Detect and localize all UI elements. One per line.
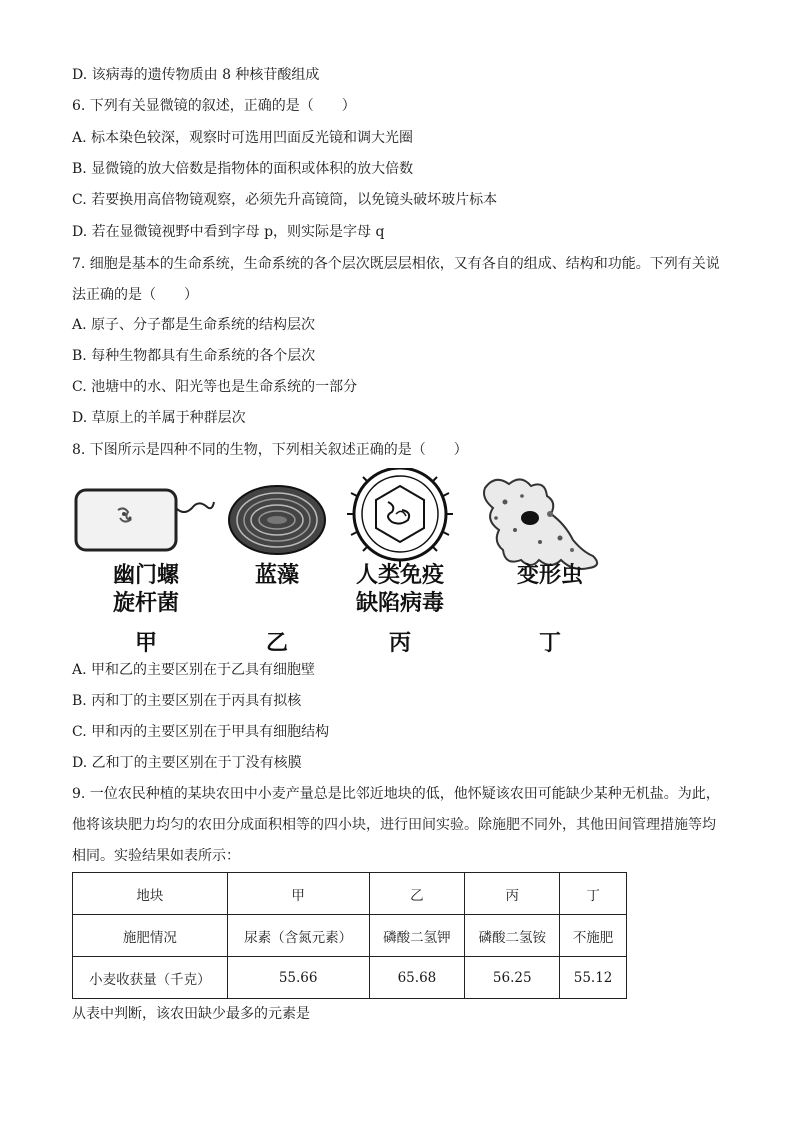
table-cell: 甲 <box>227 873 369 915</box>
table-cell: 乙 <box>369 873 465 915</box>
q6-option-c: C. 若要换用高倍物镜观察，必须先升高镜筒，以免镜头破坏玻片标本 <box>72 192 498 208</box>
caption-bing-line1: 人类免疫 <box>355 563 444 588</box>
q8-option-c: C. 甲和丙的主要区别在于甲具有细胞结构 <box>72 724 330 740</box>
q6-option-d: D. 若在显微镜视野中看到字母 p，则实际是字母 q <box>72 224 385 240</box>
q7-stem-line1: 7. 细胞是基本的生命系统，生命系统的各个层次既层层相依，又有各自的组成、结构和功能。下列有关说 <box>72 256 720 272</box>
caption-jia-line1: 幽门螺 <box>112 563 179 588</box>
q6-option-b: B. 显微镜的放大倍数是指物体的面积或体积的放大倍数 <box>72 161 414 177</box>
q9-stem-line2: 他将该块肥力均匀的农田分成面积相等的四小块，进行田间实验。除施肥不同外，其他田间管理措施等均 <box>72 817 716 833</box>
table-cell: 丁 <box>560 873 627 915</box>
caption-ding <box>500 562 600 590</box>
table-cell: 56.25 <box>465 957 560 999</box>
cyanobacteria-illustration <box>229 486 325 554</box>
q7-option-b: B. 每种生物都具有生命系统的各个层次 <box>72 348 316 364</box>
caption-bing-line2: 缺陷病毒 <box>355 591 444 616</box>
table-row <box>73 915 627 957</box>
table-cell: 尿素（含氮元素） <box>227 915 369 957</box>
table-cell: 55.66 <box>227 957 369 999</box>
q6-option-a: A. 标本染色较深，观察时可选用凹面反光镜和调大光圈 <box>72 130 414 146</box>
amoeba-illustration <box>484 479 597 569</box>
caption-ding-line1: 变形虫 <box>516 563 583 588</box>
caption-yi <box>227 562 327 590</box>
q9-after-table: 从表中判断，该农田缺少最多的元素是 <box>72 1006 310 1022</box>
table-row <box>73 957 627 999</box>
q7-stem-line2: 法正确的是（ ） <box>72 287 198 303</box>
caption-jia-line2: 旋杆菌 <box>112 591 179 616</box>
q8-option-b: B. 丙和丁的主要区别在于丙具有拟核 <box>72 693 302 709</box>
table-cell: 55.12 <box>560 957 627 999</box>
helicobacter-illustration <box>76 490 214 550</box>
label-jia: 甲 <box>134 631 157 656</box>
q8-option-d: D. 乙和丁的主要区别在于丁没有核膜 <box>72 755 302 771</box>
caption-jia <box>96 562 196 618</box>
q7-option-a: A. 原子、分子都是生命系统的结构层次 <box>72 317 316 333</box>
organisms-figure <box>60 468 660 658</box>
table-cell: 小麦收获量（千克） <box>73 957 228 999</box>
q7-option-d: D. 草原上的羊属于种群层次 <box>72 410 246 426</box>
q9-stem-line3: 相同。实验结果如表所示： <box>72 848 240 864</box>
table-cell: 施肥情况 <box>73 915 228 957</box>
label-ding: 丁 <box>538 631 561 656</box>
table-cell: 磷酸二氢钾 <box>369 915 465 957</box>
table-cell: 地块 <box>73 873 228 915</box>
caption-yi-line1: 蓝藻 <box>254 563 299 588</box>
table-row <box>73 873 627 915</box>
hiv-illustration <box>347 468 453 567</box>
table-cell: 丙 <box>465 873 560 915</box>
label-bing: 丙 <box>388 631 411 656</box>
table-cell: 磷酸二氢铵 <box>465 915 560 957</box>
caption-bing <box>340 562 460 618</box>
q8-option-a: A. 甲和乙的主要区别在于乙具有细胞壁 <box>72 662 316 678</box>
q9-stem-line1: 9. 一位农民种植的某块农田中小麦产量总是比邻近地块的低，他怀疑该农田可能缺少某种无机盐。为此， <box>72 786 720 802</box>
table-cell: 65.68 <box>369 957 465 999</box>
q8-stem: 8. 下图所示是四种不同的生物，下列相关叙述正确的是（ ） <box>72 442 468 458</box>
q5-option-d: D. 该病毒的遗传物质由 8 种核苷酸组成 <box>72 67 320 83</box>
label-yi: 乙 <box>265 631 288 656</box>
q7-option-c: C. 池塘中的水、阳光等也是生命系统的一部分 <box>72 379 358 395</box>
fertilizer-table <box>72 872 627 999</box>
table-cell: 不施肥 <box>560 915 627 957</box>
q6-stem: 6. 下列有关显微镜的叙述，正确的是（ ） <box>72 98 356 114</box>
